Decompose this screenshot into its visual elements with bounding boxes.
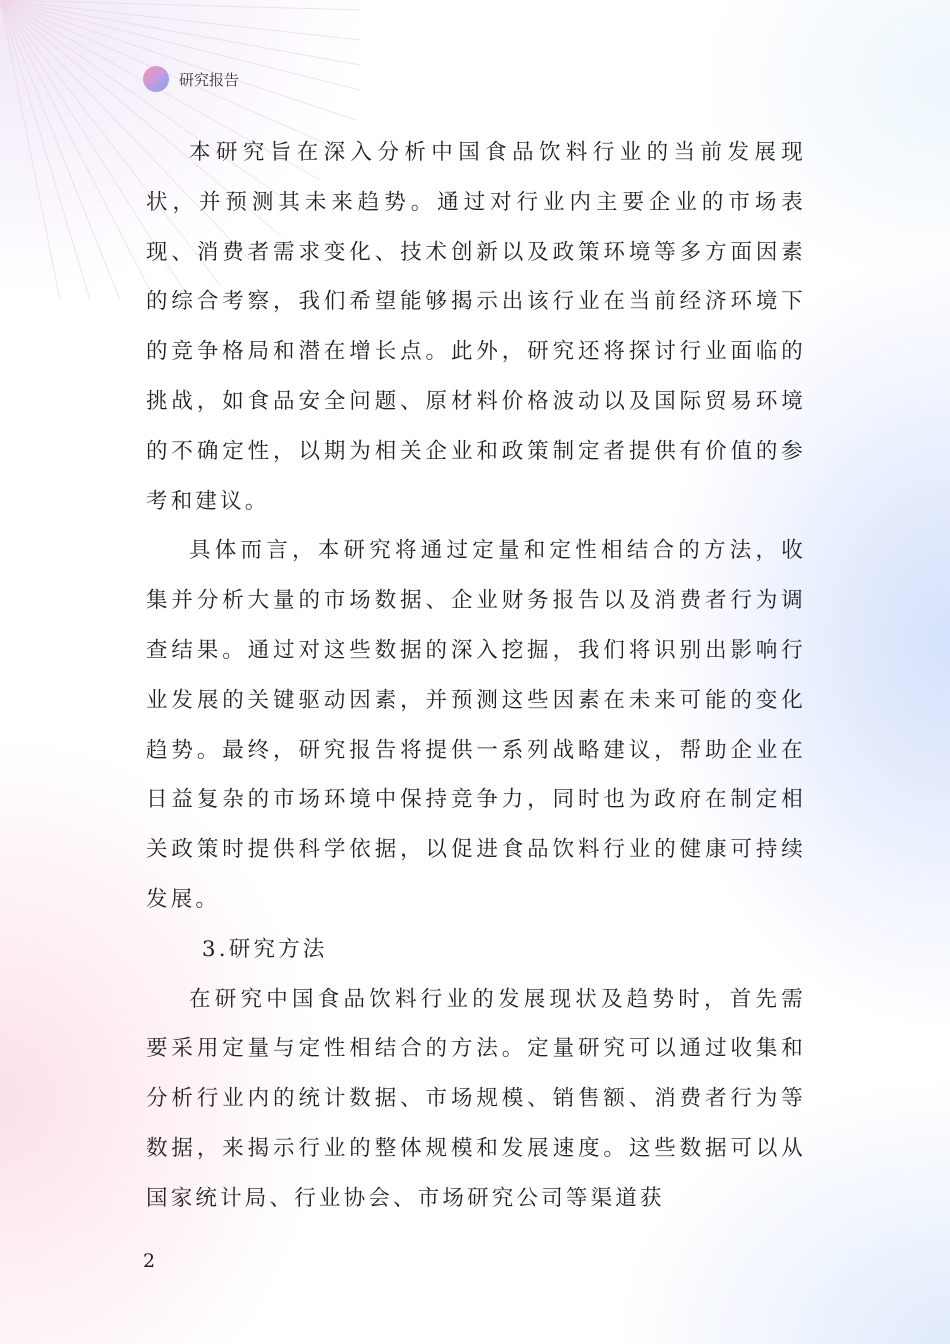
document-body: [146, 128, 806, 1224]
section-heading: 3.研究方法: [201, 936, 328, 962]
page-number: 2: [143, 1250, 156, 1272]
paragraph-2: 具体而言，本研究将通过定量和定性相结合的方法，收集并分析大量的市场数据、企业财务报告以及消费者行为调查结果。通过对这些数据的深入挖掘，我们将识别出影响行业发展的关键驱动因素，并预测这些因素在未来可能的变化趋势。最终，研究报告将提供一系列战略建议，帮助企业在日益复杂的市场环境中保持竞争力，同时也为政府在制定相关政策时提供科学依据，以促进食品饮料行业的健康可持续发展。: [146, 538, 806, 912]
paragraph-1: 本研究旨在深入分析中国食品饮料行业的当前发展现状，并预测其未来趋势。通过对行业内主要企业的市场表现、消费者需求变化、技术创新以及政策环境等多方面因素的综合考察，我们希望能够揭示出该行业在当前经济环境下的竞争格局和潜在增长点。此外，研究还将探讨行业面临的挑战，如食品安全问题、原材料价格波动以及国际贸易环境的不确定性，以期为相关企业和政策制定者提供有价值的参考和建议。: [146, 140, 806, 514]
report-header: [143, 66, 239, 92]
header-title: 研究报告: [179, 70, 240, 89]
paragraph-3: 在研究中国食品饮料行业的发展现状及趋势时，首先需要采用定量与定性相结合的方法。定量研究可以通过收集和分析行业内的统计数据、市场规模、销售额、消费者行为等数据，来揭示行业的整体规模和发展速度。这些数据可以从国家统计局、行业协会、市场研究公司等渠道获: [146, 986, 806, 1211]
logo-circle-icon: [143, 66, 169, 92]
